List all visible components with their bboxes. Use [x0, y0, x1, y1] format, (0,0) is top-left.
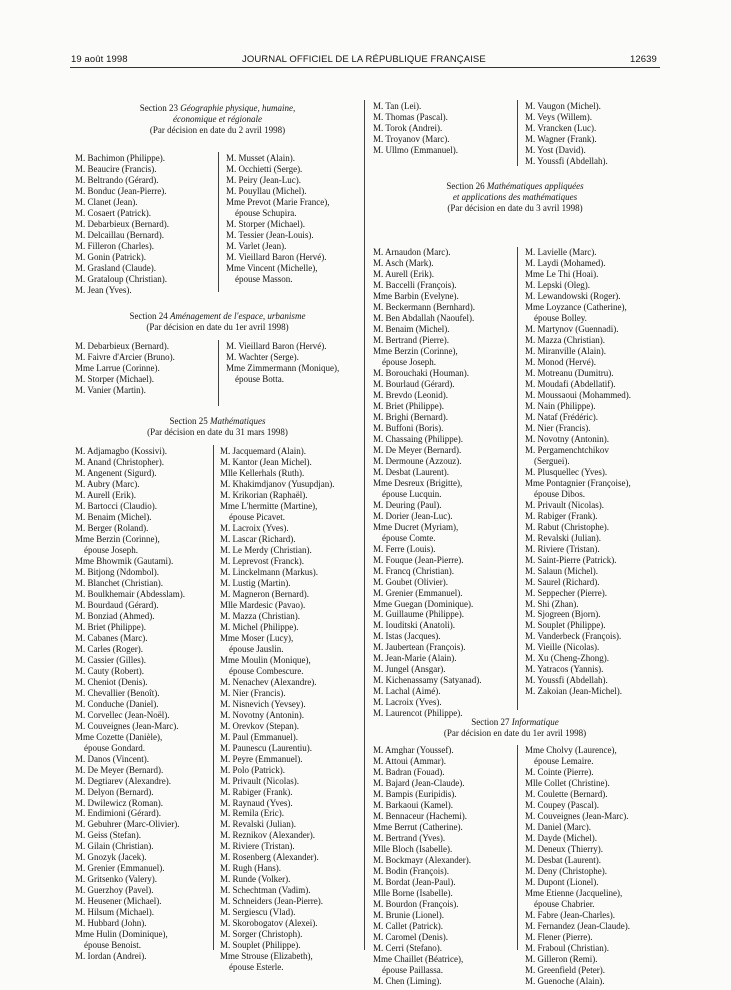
list-item: M. Veys (Willem).	[525, 111, 592, 122]
list-item: M. Yost (David).	[525, 144, 586, 155]
list-item: M. Bourlaud (Gérard).	[373, 378, 455, 389]
list-item: M. Lacroix (Yves).	[220, 522, 289, 533]
list-item: M. Badran (Fouad).	[373, 766, 445, 777]
list-item: M. Coulette (Bernard).	[525, 788, 608, 799]
list-item: M. Jaubertean (François).	[373, 642, 466, 653]
list-item: M. Nier (Francis).	[525, 422, 591, 433]
list-item: M. Pouyllau (Michel).	[226, 185, 307, 196]
list-item: Mme Pontagnier (Françoise),	[525, 477, 631, 488]
list-item: M. Shi (Zhan).	[525, 598, 579, 609]
list-item: M. Krikorian (Raphaël).	[220, 489, 308, 500]
list-item: M. Flener (Pierre).	[525, 931, 593, 942]
list-item: M. Beaucire (Francis).	[75, 163, 157, 174]
list-item: épouse Paillassa.	[382, 964, 443, 975]
list-item: M. Cosaert (Patrick).	[75, 207, 151, 218]
list-item: M. Novotny (Antonin).	[220, 709, 304, 720]
section-24-heading: Section 24 Aménagement de l'espace, urbanisme (Par décision en date du 1er avril 1998)	[129, 311, 306, 332]
list-item: M. Hilsum (Michael).	[75, 907, 154, 918]
list-item: M. Vrancken (Luc).	[525, 122, 597, 133]
list-item: épouse Jauslin.	[229, 643, 284, 654]
list-item: M. Iordan (Andrei).	[75, 951, 147, 962]
list-item: M. Clanet (Jean).	[75, 196, 138, 207]
list-item: M. Magneron (Bernard).	[220, 588, 309, 599]
list-item: M. Gritsenko (Valery).	[75, 874, 157, 885]
list-item: M. Skorobogatov (Alexei).	[220, 918, 318, 929]
list-item: M. Kichenassamy (Satyanad).	[373, 675, 482, 686]
list-item: M. Grasland (Claude).	[75, 262, 156, 273]
list-item: Mme Strouse (Elizabeth),	[220, 951, 313, 962]
section-24-list-right	[226, 341, 339, 385]
list-item: M. Fraboul (Christian).	[525, 942, 609, 953]
list-item: M. Vieille (Nicolas).	[525, 642, 600, 653]
list-item: Mme Vincent (Michelle),	[226, 262, 318, 273]
list-item: M. De Meyer (Bernard).	[373, 444, 462, 455]
list-item: M. Beckermann (Bernhard).	[373, 301, 475, 312]
column-divider	[517, 745, 518, 950]
list-item: M. Aubry (Marc).	[75, 478, 140, 489]
list-item: M. Brunie (Lionel).	[373, 909, 444, 920]
list-item: M. Linckelmann (Markus).	[220, 566, 318, 577]
list-item: M. Saurel (Richard).	[525, 576, 600, 587]
list-item: M. Pergamenchtchikov	[525, 444, 609, 455]
list-item: M. Ben Abdallah (Naoufel).	[373, 312, 475, 323]
list-item: M. Francq (Christian).	[373, 565, 454, 576]
list-item: M. Chen (Liming).	[373, 975, 442, 986]
list-item: M. Gebuhrer (Marc-Olivier).	[75, 819, 180, 830]
list-item: M. Gilain (Christian).	[75, 841, 154, 852]
list-item: Mme Zimmermann (Monique),	[226, 362, 340, 373]
list-item: M. Orevkov (Stepan).	[220, 720, 299, 731]
list-item: M. Monod (Hervé).	[525, 356, 596, 367]
list-item: M. Geiss (Stefan).	[75, 830, 141, 841]
list-item: M. Bordat (Jean-Paul).	[373, 876, 456, 887]
list-item: M. Grenier (Emmanuel).	[75, 863, 165, 874]
section-27-heading: Section 27 Informatique (Par décision en date du 1er avril 1998)	[443, 717, 587, 738]
list-item: M. Jean (Yves).	[75, 284, 132, 295]
list-item: M. Amghar (Youssef).	[373, 745, 454, 755]
list-item: M. Guenoche (Alain).	[525, 975, 605, 986]
list-item: M. Guerzhoy (Pavel).	[75, 885, 154, 896]
section-27-list-right	[525, 745, 630, 987]
list-item: M. Youssfi (Abdellah).	[525, 155, 608, 166]
list-item: M. Novotny (Antonin).	[525, 433, 609, 444]
list-item: M. Miranville (Alain).	[525, 345, 606, 356]
list-item: M. Mazza (Christian).	[220, 610, 300, 621]
list-item: Mlle Bloch (Isabelle).	[373, 843, 453, 854]
list-item: Mme Le Thi (Hoai).	[525, 268, 599, 279]
list-item: épouse Lemaire.	[534, 755, 594, 766]
list-item: M. Faivre d'Arcier (Bruno).	[75, 351, 175, 362]
list-item: M. Debarbieux (Bernard).	[75, 218, 169, 229]
list-item: Mme Guegan (Dominique).	[373, 598, 474, 609]
list-item: épouse Picavet.	[229, 511, 285, 522]
list-item: épouse Botta.	[235, 373, 284, 384]
list-item: M. Vieillard Baron (Hervé).	[226, 341, 327, 351]
header-page-number: 12639	[630, 54, 657, 65]
list-item: M. Delyon (Bernard).	[75, 786, 154, 797]
list-item: M. Grenier (Emmanuel).	[373, 587, 463, 598]
list-item: M. Xu (Cheng-Zhong).	[525, 653, 609, 664]
list-item: M. Briet (Philippe).	[373, 400, 444, 411]
list-item: M. Vaugon (Michel).	[525, 101, 601, 111]
list-item: M. Brevdo (Leonid).	[373, 389, 448, 400]
list-item: M. Deneux (Thierry).	[525, 843, 603, 854]
list-item: M. Bitjong (Ndombol).	[75, 566, 160, 577]
list-item: M. Nier (Francis).	[220, 687, 286, 698]
list-item: Mme Moser (Lucy),	[220, 632, 294, 643]
list-item: M. Michel (Philippe).	[220, 621, 299, 632]
list-item: M. Deuring (Paul).	[373, 499, 442, 510]
list-item: M. Bockmayr (Alexander).	[373, 854, 471, 865]
list-item: M. Storper (Michael).	[75, 373, 154, 384]
list-item: M. Caromel (Denis).	[373, 931, 448, 942]
list-item: M. Bertrand (Pierre).	[373, 334, 449, 345]
list-item: M. Rugh (Hans).	[220, 863, 281, 874]
list-item: M. Lepski (Oleg).	[525, 279, 590, 290]
section-23-heading: Section 23 Géographie physique, humaine, économique et régionale (Par décision en date du 2 avril 1998)	[139, 103, 296, 135]
list-item: M. Leprevost (Franck).	[220, 555, 304, 566]
section-23-list-left	[75, 153, 169, 296]
list-item: M. Bodin (François).	[373, 865, 449, 876]
list-item: M. Khakimdjanov (Yusupdjan).	[220, 478, 335, 489]
page-gutter	[364, 100, 365, 950]
list-item: M. Bertrand (Yves).	[373, 832, 446, 843]
list-item: M. Attoui (Ammar).	[373, 755, 446, 766]
list-item: Mme Ducret (Myriam),	[373, 521, 459, 532]
list-item: M. Angenent (Sigurd).	[75, 467, 157, 478]
list-item: M. Daniel (Marc).	[525, 821, 591, 832]
list-item: M. Dwilewicz (Roman).	[75, 797, 163, 808]
list-item: M. Grataloup (Christian).	[75, 273, 167, 284]
list-item: M. Berger (Roland).	[75, 522, 149, 533]
list-item: M. Yatracos (Yannis).	[525, 664, 604, 675]
list-item: M. Baccelli (François).	[373, 279, 457, 290]
list-item: M. Mazza (Christian).	[525, 334, 605, 345]
list-item: épouse Bolley.	[534, 312, 587, 323]
list-item: M. Borouchaki (Houman).	[373, 367, 469, 378]
list-item: M. Musset (Alain).	[226, 153, 295, 163]
list-item: M. Aurell (Erik).	[75, 489, 136, 500]
list-item: M. Asch (Mark).	[373, 257, 434, 268]
list-item: M. Bartocci (Claudio).	[75, 500, 157, 511]
list-item: M. Delcaillau (Bernard).	[75, 229, 164, 240]
list-item: M. Couveignes (Jean-Marc).	[525, 810, 629, 821]
list-item: M. Runde (Volker).	[220, 874, 291, 885]
list-item: M. Lewandowski (Roger).	[525, 290, 621, 301]
list-item: M. Callet (Patrick).	[373, 920, 443, 931]
section-25-list-left	[75, 446, 185, 962]
list-item: M. Martynov (Guennadi).	[525, 323, 619, 334]
list-item: M. Bonziad (Ahmed).	[75, 610, 155, 621]
list-item: Mme Berrut (Catherine).	[373, 821, 463, 832]
list-item: M. Saint-Pierre (Patrick).	[525, 554, 617, 565]
list-item: M. Heusener (Michael).	[75, 896, 162, 907]
list-item: M. Plusquellec (Yves).	[525, 466, 608, 477]
list-item: épouse Chabrier.	[534, 898, 595, 909]
list-item: M. Lascar (Richard).	[220, 533, 296, 544]
list-item: M. Varlet (Jean).	[226, 240, 287, 251]
list-item: M. Cassier (Gilles).	[75, 654, 146, 665]
list-item: M. Vieillard Baron (Hervé).	[226, 251, 327, 262]
list-item: M. Youssfi (Abdellah).	[525, 675, 608, 686]
list-item: M. Brighi (Bernard).	[373, 411, 448, 422]
list-item: épouse Benoist.	[84, 940, 141, 951]
list-item: M. Motreanu (Dumitru).	[525, 367, 614, 378]
list-item: M. Desbat (Laurent).	[373, 466, 449, 477]
list-item: Mlle Mardesic (Pavao).	[220, 599, 306, 610]
list-item: M. Cauty (Robert).	[75, 665, 144, 676]
list-item: M. Souplet (Philippe).	[220, 940, 301, 951]
list-item: M. Filleron (Charles).	[75, 240, 154, 251]
list-item: M. Zakoian (Jean-Michel).	[525, 686, 622, 697]
list-item: M. Sjogreen (Bjorn).	[525, 609, 601, 620]
list-item: M. Riviere (Tristan).	[220, 841, 295, 852]
column-divider	[517, 247, 518, 710]
list-item: M. Nain (Philippe).	[525, 400, 596, 411]
list-item: M. Rosenberg (Alexander).	[220, 852, 319, 863]
list-item: M. Chassaing (Philippe).	[373, 433, 463, 444]
section-25-heading: Section 25 Mathématiques (Par décision en date du 31 mars 1998)	[147, 416, 288, 437]
list-item: M. Vanderbeck (François).	[525, 631, 622, 642]
list-item: M. Revalski (Julian).	[525, 532, 601, 543]
column-divider	[218, 152, 219, 292]
list-item: M. Torok (Andrei).	[373, 122, 443, 133]
list-item: M. Dermoune (Azzouz).	[373, 455, 462, 466]
list-item: Mlle Borne (Isabelle).	[373, 887, 453, 898]
list-item: M. Revalski (Julian).	[220, 819, 296, 830]
list-item: M. Couveignes (Jean-Marc).	[75, 720, 179, 731]
list-item: M. Greenfield (Peter).	[525, 964, 605, 975]
list-item: Mme Larrue (Corinne).	[75, 362, 160, 373]
list-item: M. Schechtman (Vadim).	[220, 885, 311, 896]
list-item: épouse Schupira.	[235, 207, 297, 218]
list-item: M. Souplet (Philippe).	[525, 620, 606, 631]
section-27-list-left	[373, 745, 471, 987]
list-item: épouse Dibos.	[534, 488, 585, 499]
list-item: M. Bonduc (Jean-Pierre).	[75, 185, 167, 196]
section-26-heading: Section 26 Mathématiques appliquées et applications des mathématiques (Par décision en date du 3 avril 1998)	[446, 181, 584, 213]
list-item: M. Bourdaud (Gérard).	[75, 599, 159, 610]
list-item: M. Tessier (Jean-Louis).	[226, 229, 314, 240]
list-item: M. Gilleron (Remi).	[525, 953, 598, 964]
list-item: M. Cerri (Stefano).	[373, 942, 442, 953]
list-item: M. Fouque (Jean-Pierre).	[373, 554, 464, 565]
list-item: M. Salaun (Michel).	[525, 565, 598, 576]
list-item: M. Wagner (Frank).	[525, 133, 597, 144]
list-item: M. Occhietti (Serge).	[226, 163, 303, 174]
list-item: M. Lustig (Martin).	[220, 577, 291, 588]
list-item: M. Degtiarev (Alexandre).	[75, 775, 171, 786]
list-item: Mlle Kellerhals (Ruth).	[220, 467, 305, 478]
list-item: M. Peyre (Emmanuel).	[220, 753, 303, 764]
list-item: M. Debarbieux (Bernard).	[75, 341, 169, 351]
header-journal-title: JOURNAL OFFICIEL DE LA RÉPUBLIQUE FRANÇAISE	[242, 54, 486, 65]
list-item: M. Dorier (Jean-Luc).	[373, 510, 453, 521]
list-item: M. Lavielle (Marc).	[525, 247, 597, 257]
list-item: Mme Berzin (Corinne),	[373, 345, 458, 356]
list-item: M. Ullmo (Emmanuel).	[373, 144, 458, 155]
list-item: Mme Prevot (Marie France),	[226, 196, 330, 207]
list-item: M. Nisnevich (Yevsey).	[220, 698, 306, 709]
list-item: M. Troyanov (Marc).	[373, 133, 450, 144]
list-item: Mme Cozette (Danièle),	[75, 731, 163, 742]
list-item: M. Iouditski (Anatoli).	[373, 620, 455, 631]
list-item: épouse Gondard.	[84, 742, 145, 753]
list-item: M. Moussaoui (Mohammed).	[525, 389, 631, 400]
list-item: M. Desbat (Laurent).	[525, 854, 601, 865]
list-item: M. Raynaud (Yves).	[220, 797, 293, 808]
list-item: M. Rabiger (Frank).	[220, 786, 293, 797]
list-item: M. Jean-Marie (Alain).	[373, 653, 457, 664]
list-item: M. Benaim (Michel).	[373, 323, 450, 334]
list-item: M. Chevallier (Benoît).	[75, 687, 160, 698]
list-item: M. Buffoni (Boris).	[373, 422, 444, 433]
list-item: M. Thomas (Pascal).	[373, 111, 448, 122]
list-item: M. Cointe (Pierre).	[525, 766, 594, 777]
section-24-list-left	[75, 341, 175, 396]
list-item: M. Hubbard (John).	[75, 918, 147, 929]
column-divider	[517, 100, 518, 166]
list-item: M. Boulkhemair (Abdesslam).	[75, 588, 185, 599]
list-item: M. Benaim (Michel).	[75, 511, 152, 522]
list-item: M. Seppecher (Pierre).	[525, 587, 607, 598]
list-item: Mlle Collet (Christine).	[525, 777, 610, 788]
list-item: épouse Masson.	[235, 273, 293, 284]
list-item: M. Moudafi (Abdellatif).	[525, 378, 616, 389]
list-item: M. Conduche (Daniel).	[75, 698, 159, 709]
list-item: Mme L'hermitte (Martine),	[220, 500, 318, 511]
list-item: M. Privault (Nicolas).	[525, 499, 604, 510]
list-item: M. Laydi (Mohamed).	[525, 257, 606, 268]
list-item: M. Blanchet (Christian).	[75, 577, 163, 588]
section-25-continued-left	[373, 101, 458, 156]
list-item: M. Istas (Jacques).	[373, 631, 441, 642]
list-item: M. Bajard (Jean-Claude).	[373, 777, 465, 788]
list-item: Mme Barbin (Evelyne).	[373, 290, 459, 301]
list-item: M. Storper (Michael).	[226, 218, 305, 229]
list-item: M. Gnozyk (Jacek).	[75, 852, 147, 863]
list-item: épouse Lucquin.	[382, 488, 442, 499]
list-item: M. Sorger (Christoph).	[220, 929, 303, 940]
list-item: M. Bourdon (François).	[373, 898, 459, 909]
list-item: Mme Hulin (Dominique),	[75, 929, 168, 940]
list-item: M. Bennaceur (Hachemi).	[373, 810, 467, 821]
list-item: M. Bachimon (Philippe).	[75, 153, 165, 163]
section-25-continued-right	[525, 101, 608, 167]
list-item: M. Bampis (Euripidis).	[373, 788, 457, 799]
list-item: M. Dupont (Lionel).	[525, 876, 599, 887]
column-divider	[218, 340, 219, 406]
list-item: M. Jungel (Ansgar).	[373, 664, 446, 675]
list-item: M. Cabanes (Marc).	[75, 632, 148, 643]
list-item: M. Guillaume (Philippe).	[373, 609, 464, 620]
list-item: M. Rabiger (Frank).	[525, 510, 598, 521]
list-item: M. Kantor (Jean Michel).	[220, 456, 312, 467]
list-item: Mme Cholvy (Laurence),	[525, 745, 617, 755]
list-item: M. Danos (Vincent).	[75, 753, 149, 764]
list-item: M. Carles (Roger).	[75, 643, 143, 654]
list-item: M. Nenachev (Alexandre).	[220, 676, 317, 687]
list-item: M. Corvellec (Jean-Noël).	[75, 709, 170, 720]
list-item: M. Schneiders (Jean-Pierre).	[220, 896, 323, 907]
section-26-list-right	[525, 247, 631, 697]
list-item: M. Remila (Eric).	[220, 808, 284, 819]
list-item: M. Peiry (Jean-Luc).	[226, 174, 301, 185]
list-item: Mme Loyzance (Catherine),	[525, 301, 627, 312]
list-item: M. Laurencot (Philippe).	[373, 708, 463, 719]
list-item: Mme Etienne (Jacqueline),	[525, 887, 623, 898]
section-26-list-left	[373, 247, 481, 719]
list-item: Mme Chaillet (Béatrice),	[373, 953, 464, 964]
list-item: M. Rabut (Christophe).	[525, 521, 609, 532]
list-item: épouse Esterle.	[229, 962, 284, 973]
section-23-list-right	[226, 153, 329, 285]
list-item: M. Dayde (Michel).	[525, 832, 597, 843]
section-25-list-right	[220, 446, 335, 973]
list-item: épouse Combescure.	[229, 665, 304, 676]
list-item: M. Fernandez (Jean-Claude).	[525, 920, 630, 931]
list-item: M. Gonin (Patrick).	[75, 251, 146, 262]
list-item: épouse Comte.	[382, 532, 436, 543]
list-item: M. Le Merdy (Christian).	[220, 544, 312, 555]
list-item: Mme Moulin (Monique),	[220, 654, 311, 665]
list-item: épouse Joseph.	[382, 356, 436, 367]
list-item: M. Coupey (Pascal).	[525, 799, 599, 810]
list-item: M. Lacroix (Yves).	[373, 697, 442, 708]
list-item: (Serguei).	[534, 455, 570, 466]
list-item: M. Sergiescu (Vlad).	[220, 907, 296, 918]
list-item: M. Aurell (Erik).	[373, 268, 434, 279]
header-rule	[70, 67, 660, 68]
list-item: M. Riviere (Tristan).	[525, 543, 600, 554]
list-item: M. Endimioni (Gérard).	[75, 808, 161, 819]
list-item: Mme Desreux (Brigitte),	[373, 477, 463, 488]
list-item: M. Adjamagbo (Kossivi).	[75, 446, 167, 456]
list-item: M. Deny (Christophe).	[525, 865, 607, 876]
list-item: M. Privault (Nicolas).	[220, 775, 299, 786]
list-item: M. Barkaoui (Kamel).	[373, 799, 453, 810]
list-item: M. De Meyer (Bernard).	[75, 764, 164, 775]
list-item: épouse Joseph.	[84, 544, 138, 555]
list-item: M. Polo (Patrick).	[220, 764, 285, 775]
header-date: 19 août 1998	[71, 54, 128, 65]
list-item: M. Wachter (Serge).	[226, 351, 299, 362]
list-item: M. Tan (Lei).	[373, 101, 422, 111]
list-item: M. Beltrando (Gérard).	[75, 174, 159, 185]
list-item: M. Vanier (Martin).	[75, 384, 146, 395]
list-item: M. Paunescu (Laurentiu).	[220, 742, 312, 753]
list-item: M. Ferre (Louis).	[373, 543, 436, 554]
list-item: M. Anand (Christopher).	[75, 456, 164, 467]
list-item: M. Jacquemard (Alain).	[220, 446, 306, 456]
list-item: M. Briet (Philippe).	[75, 621, 146, 632]
list-item: M. Paul (Emmanuel).	[220, 731, 298, 742]
list-item: M. Nataf (Frédéric).	[525, 411, 598, 422]
list-item: M. Lachal (Aimé).	[373, 686, 441, 697]
list-item: Mme Berzin (Corinne),	[75, 533, 160, 544]
list-item: Mme Bhowmik (Gautami).	[75, 555, 174, 566]
list-item: M. Reznikov (Alexander).	[220, 830, 315, 841]
list-item: M. Fabre (Jean-Charles).	[525, 909, 615, 920]
list-item: M. Cheniot (Denis).	[75, 676, 148, 687]
list-item: M. Goubet (Olivier).	[373, 576, 448, 587]
column-divider	[213, 445, 214, 950]
list-item: M. Arnaudon (Marc).	[373, 247, 451, 257]
